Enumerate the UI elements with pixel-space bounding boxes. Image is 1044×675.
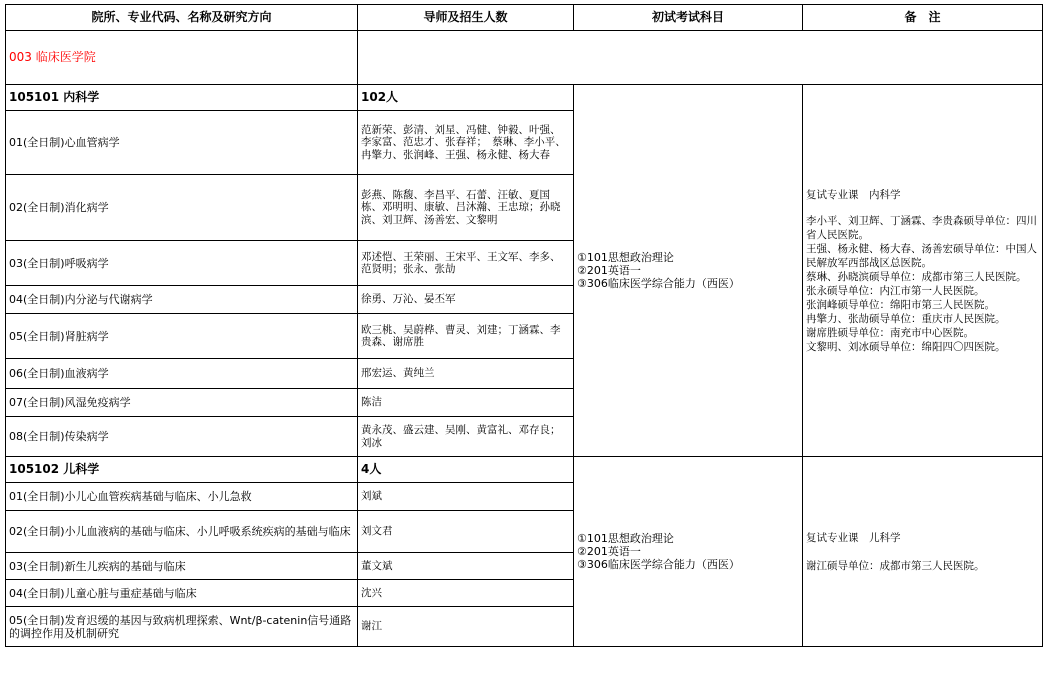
direction-name: 05(全日制)发育迟缓的基因与致病机理探索、Wnt/β-catenin信号通路的调控作用及机制研究 <box>6 607 358 647</box>
exam-line: ②201英语一 <box>577 264 641 277</box>
direction-name: 01(全日制)心血管病学 <box>6 111 358 175</box>
direction-tutors: 邓述恺、王荣丽、王宋平、王文军、李多、范贤明；张永、张劼 <box>358 241 574 286</box>
remark-line: 张永硕导单位：内江市第一人民医院。 <box>806 284 985 297</box>
direction-name: 08(全日制)传染病学 <box>6 417 358 457</box>
direction-tutors: 沈兴 <box>358 580 574 607</box>
exam-line: ③306临床医学综合能力（西医） <box>577 558 740 571</box>
direction-name: 01(全日制)小儿心血管疾病基础与临床、小儿急救 <box>6 483 358 511</box>
exam-line: ②201英语一 <box>577 545 641 558</box>
header-remark: 备 注 <box>803 5 1043 31</box>
direction-tutors: 欧三桃、吴蔚桦、曹灵、刘建；丁涵霖、李贵森、谢席胜 <box>358 314 574 359</box>
remark-line: 冉擎力、张劼硕导单位：重庆市人民医院。 <box>806 312 1006 325</box>
department-row <box>6 31 1043 85</box>
remark-line: 谢江硕导单位：成都市第三人民医院。 <box>806 559 985 572</box>
remark-cell <box>803 85 1043 457</box>
direction-tutors: 邢宏运、黄纯兰 <box>358 359 574 389</box>
direction-tutors: 谢江 <box>358 607 574 647</box>
direction-tutors: 徐勇、万沁、晏丕军 <box>358 286 574 314</box>
direction-name: 05(全日制)肾脏病学 <box>6 314 358 359</box>
remark-retest: 复试专业课 儿科学 <box>806 531 901 544</box>
direction-tutors: 刘斌 <box>358 483 574 511</box>
remark-line: 李小平、刘卫辉、丁涵霖、李贵森硕导单位：四川省人民医院。 <box>806 214 1037 241</box>
remark-line: 张润峰硕导单位：绵阳市第三人民医院。 <box>806 298 995 311</box>
direction-tutors: 彭燕、陈馥、李昌平、石蕾、汪敏、夏国栋、邓明明、康敏、吕沐瀚、王忠琼；孙晓滨、刘卫辉、汤善宏、文黎明 <box>358 175 574 241</box>
direction-name: 02(全日制)小儿血液病的基础与临床、小儿呼吸系统疾病的基础与临床 <box>6 511 358 553</box>
direction-name: 06(全日制)血液病学 <box>6 359 358 389</box>
exam-subjects <box>574 457 803 647</box>
direction-name: 03(全日制)呼吸病学 <box>6 241 358 286</box>
direction-name: 07(全日制)风湿免疫病学 <box>6 389 358 417</box>
direction-tutors: 董文斌 <box>358 553 574 580</box>
major-row <box>6 85 1043 111</box>
major-count: 102人 <box>358 85 574 111</box>
exam-subjects <box>574 85 803 457</box>
direction-name: 04(全日制)内分泌与代谢病学 <box>6 286 358 314</box>
header-row <box>6 5 1043 31</box>
major-row <box>6 457 1043 483</box>
remark-line: 谢席胜硕导单位：南充市中心医院。 <box>806 326 974 339</box>
direction-name: 04(全日制)儿童心脏与重症基础与临床 <box>6 580 358 607</box>
direction-name: 02(全日制)消化病学 <box>6 175 358 241</box>
direction-tutors: 黄永茂、盛云建、吴刚、黄富礼、邓存良；刘冰 <box>358 417 574 457</box>
direction-name: 03(全日制)新生儿疾病的基础与临床 <box>6 553 358 580</box>
major-name: 105102 儿科学 <box>6 457 358 483</box>
exam-line: ③306临床医学综合能力（西医） <box>577 277 740 290</box>
department-empty <box>358 31 1043 85</box>
department-name: 003 临床医学院 <box>6 31 358 85</box>
admissions-table <box>5 4 1043 647</box>
major-count: 4人 <box>358 457 574 483</box>
remark-cell <box>803 457 1043 647</box>
direction-tutors: 陈洁 <box>358 389 574 417</box>
remark-retest: 复试专业课 内科学 <box>806 188 901 201</box>
major-name: 105101 内科学 <box>6 85 358 111</box>
direction-tutors: 范新荣、彭清、刘星、冯健、钟毅、叶强、李家富、范忠才、张春祥； 蔡琳、李小平、冉擎力、张润峰、王强、杨永健、杨大春 <box>358 111 574 175</box>
remark-line: 蔡琳、孙晓滨硕导单位：成都市第三人民医院。 <box>806 270 1027 283</box>
header-program: 院所、专业代码、名称及研究方向 <box>6 5 358 31</box>
header-exam: 初试考试科目 <box>574 5 803 31</box>
header-tutors: 导师及招生人数 <box>358 5 574 31</box>
exam-line: ①101思想政治理论 <box>577 251 674 264</box>
remark-line: 文黎明、刘冰硕导单位：绵阳四〇四医院。 <box>806 340 1006 353</box>
direction-tutors: 刘文君 <box>358 511 574 553</box>
exam-line: ①101思想政治理论 <box>577 532 674 545</box>
remark-line: 王强、杨永健、杨大春、汤善宏硕导单位：中国人民解放军西部战区总医院。 <box>806 242 1037 269</box>
